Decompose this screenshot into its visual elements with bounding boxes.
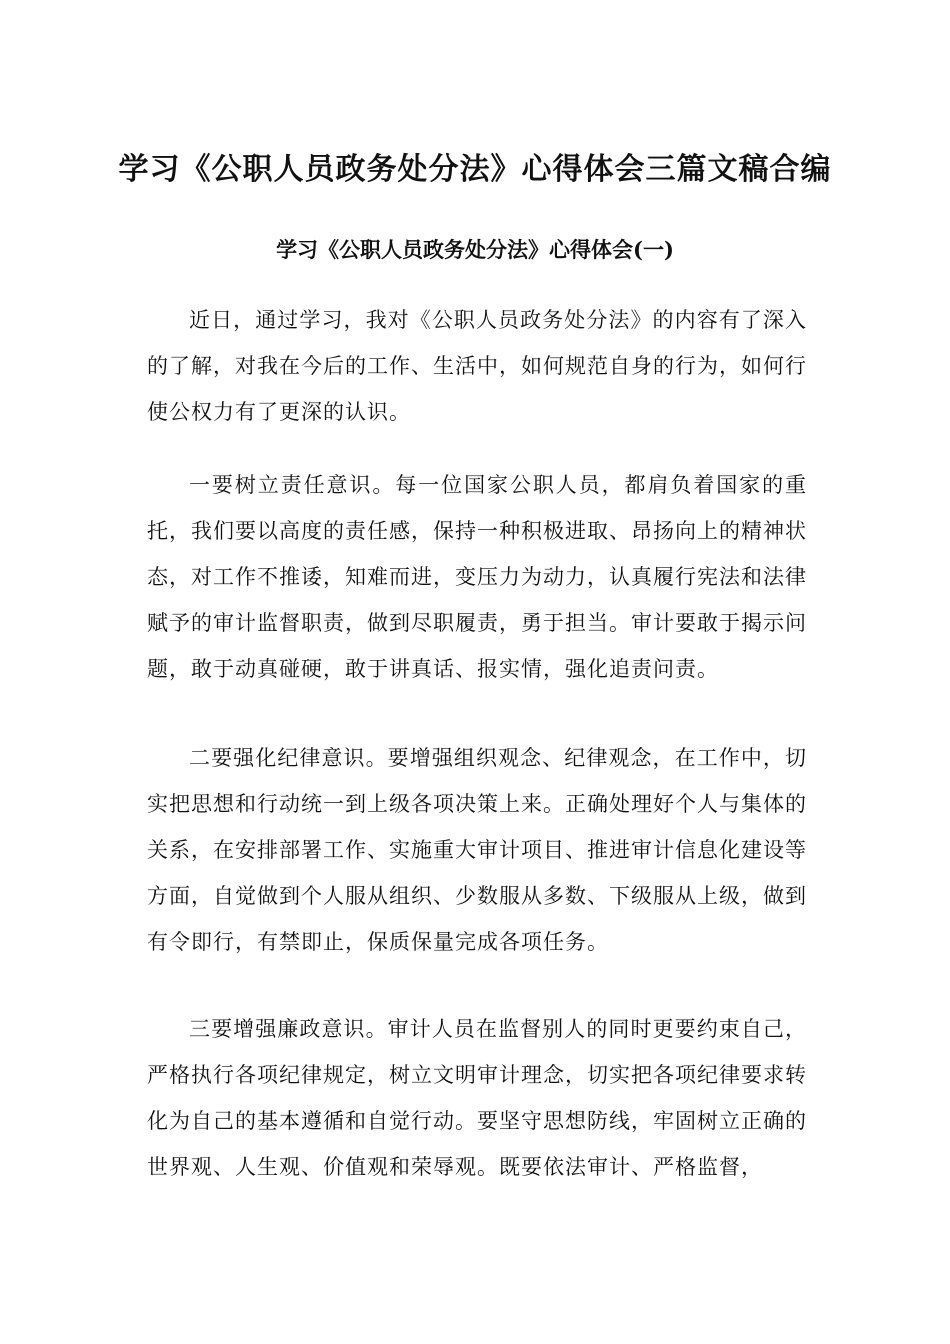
paragraph-discipline: 二要强化纪律意识。要增强组织观念、纪律观念，在工作中，切实把思想和行动统一到上级各项决策上来。正确处理好个人与集体的关系，在安排部署工作、实施重大审计项目、推进审计信息化建设等方面，自觉做到个人服从组织、少数服从多数、下级服从上级，做到有令即行，有禁即止，保质保量完成各项任务。 xyxy=(147,746,807,954)
section-title: 学习《公职人员政务处分法》心得体会(一) xyxy=(276,237,674,262)
paragraph-integrity: 三要增强廉政意识。审计人员在监督别人的同时更要约束自己，严格执行各项纪律规定，树立文明审计理念，切实把各项纪律要求转化为自己的基本遵循和自觉行动。要坚守思想防线，牢固树立正确的世界观、人生观、价值观和荣辱观。既要依法审计、严格监督， xyxy=(147,1017,807,1179)
paragraph-intro: 近日，通过学习，我对《公职人员政务处分法》的内容有了深入的了解，对我在今后的工作、生活中，如何规范自身的行为，如何行使公权力有了更深的认识。 xyxy=(147,308,807,424)
paragraph-responsibility: 一要树立责任意识。每一位国家公职人员，都肩负着国家的重托，我们要以高度的责任感，保持一种积极进取、昂扬向上的精神状态，对工作不推诿，知难而进，变压力为动力，认真履行宪法和法律赋予的审计监督职责，做到尽职履责，勇于担当。审计要敢于揭示问题，敢于动真碰硬，敢于讲真话、报实情，强化追责问责。 xyxy=(147,473,807,681)
document-title: 学习《公职人员政务处分法》心得体会三篇文稿合编 xyxy=(118,152,832,187)
